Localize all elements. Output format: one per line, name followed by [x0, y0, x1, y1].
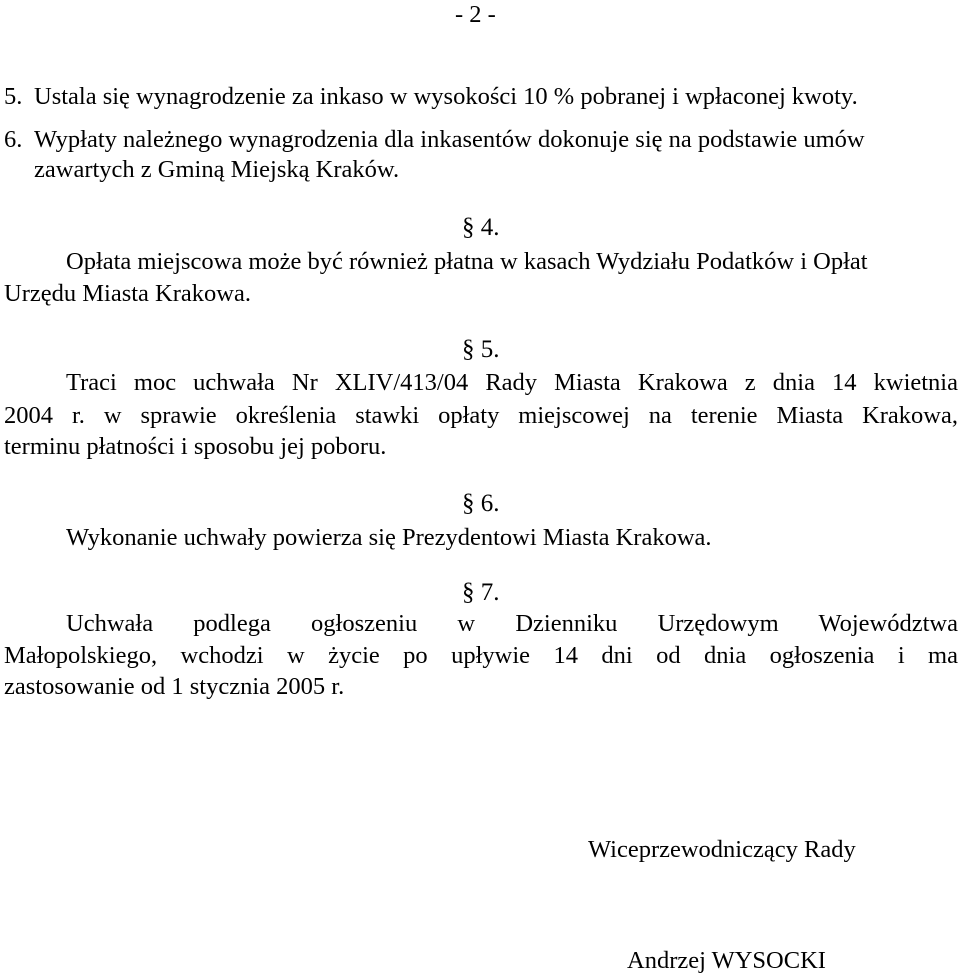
signature-name: Andrzej WYSOCKI [627, 947, 826, 974]
list-item-number: 6. [4, 126, 23, 153]
section-text: terminu płatności i sposobu jej poboru. [4, 433, 387, 460]
section-heading: § 7. [462, 579, 500, 606]
list-item-text: Ustala się wynagrodzenie za inkaso w wysokości 10 % pobranej i wpłaconej kwoty. [34, 83, 858, 110]
section-text: Wykonanie uchwały powierza się Prezydentowi Miasta Krakowa. [66, 524, 712, 551]
section-heading: § 6. [462, 490, 500, 517]
list-item-text: zawartych z Gminą Miejską Kraków. [34, 156, 400, 183]
section-text: Małopolskiego, wchodzi w życie po upływie 14 dni od dnia ogłoszenia i ma [4, 642, 958, 669]
section-text: 2004 r. w sprawie określenia stawki opłaty miejscowej na terenie Miasta Krakowa, [4, 402, 958, 429]
section-text: zastosowanie od 1 stycznia 2005 r. [4, 673, 345, 700]
list-item-text: Wypłaty należnego wynagrodzenia dla inkasentów dokonuje się na podstawie umów [34, 126, 865, 153]
section-heading: § 4. [462, 214, 500, 241]
section-heading: § 5. [462, 336, 500, 363]
signature-title: Wiceprzewodniczący Rady [588, 836, 856, 863]
section-text: Uchwała podlega ogłoszeniu w Dzienniku Urzędowym Województwa [66, 610, 958, 637]
page-number: - 2 - [455, 1, 496, 28]
list-item-number: 5. [4, 83, 23, 110]
section-text: Traci moc uchwała Nr XLIV/413/04 Rady Miasta Krakowa z dnia 14 kwietnia [66, 369, 958, 396]
section-text: Urzędu Miasta Krakowa. [4, 280, 251, 307]
section-text: Opłata miejscowa może być również płatna w kasach Wydziału Podatków i Opłat [66, 248, 868, 275]
